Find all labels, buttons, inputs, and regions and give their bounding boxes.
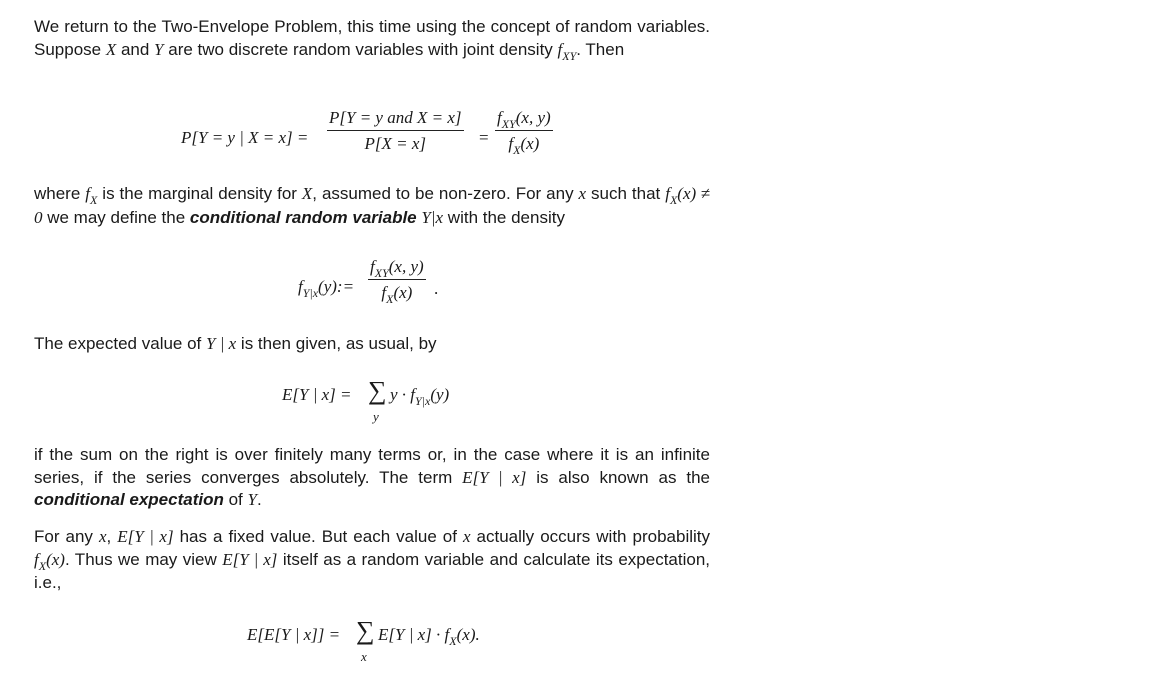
eq1-denominator: P[X = x] [327,130,464,154]
eq1-lhs: P[Y = y | X = x] = [181,128,309,147]
eq3-lhs: E[Y | x] = [282,385,352,404]
paragraph-expectation-of-expectation: For any x, E[Y | x] has a fixed value. But each value of x actually occurs with probability $f_X(x)$. Thus we may view E[Y | x] itself as a random variable and calculate its expectation, i.e., [34,527,710,592]
eq1-numerator: P[Y = y and X = x] [329,108,462,127]
equation-conditional-density [298,257,458,317]
eq1-density-numerator: $f_{XY}(x$, y) [497,108,551,131]
equation-expected-value [282,378,482,428]
paragraph-conditional-expectation: if the sum on the right is over finitely many terms or, in the case where it is an infinite series, if the series converges absolutely. The term E[Y | x] is also known as the conditional expectation of Y. [34,445,710,509]
eq1-fraction-density [495,108,553,157]
paragraph-expected-value: The expected value of Y | x is then given, as usual, by [34,334,437,353]
paragraph-intro: We return to the Two-Envelope Problem, this time using the concept of random variables. Suppose X and Y are two discrete random variables with joint density $f_{XY}$. Then [34,17,710,63]
eq4-term: E[Y | $x] \cdot f_X(x)$. [378,625,480,648]
eq2-period: . [434,279,439,298]
eq1-fraction-probability [327,108,464,154]
eq3-sum-symbol: ∑ [368,376,387,405]
eq3-term: $y \cdot f_{Y|x}(y)$ [390,385,450,408]
eq4-sum-symbol: ∑ [356,616,375,645]
eq1-equals: = [479,128,489,147]
paragraph-marginal-density: where $f_X$ is the marginal density for X, assumed to be non-zero. For any x such that $f_X(x) \ne 0$ we may define the conditional random variable Y|x with the density [34,184,710,227]
eq2-fraction [368,257,426,306]
eq2-numerator: $f_{XY}(x$, y) [370,257,424,280]
equation-conditional-probability [181,108,581,168]
eq2-denominator: $f_X(x)$ [368,279,426,303]
eq3-sum-index: y [373,409,379,424]
equation-expectation-of-conditional [247,616,507,670]
eq4-lhs: E[E[Y | x]] = [247,625,341,644]
eq2-lhs: $f_{Y|x}(y):=$ [298,277,355,300]
eq4-sum-index: x [361,649,367,664]
eq1-density-denominator: $f_X(x)$ [495,130,553,154]
